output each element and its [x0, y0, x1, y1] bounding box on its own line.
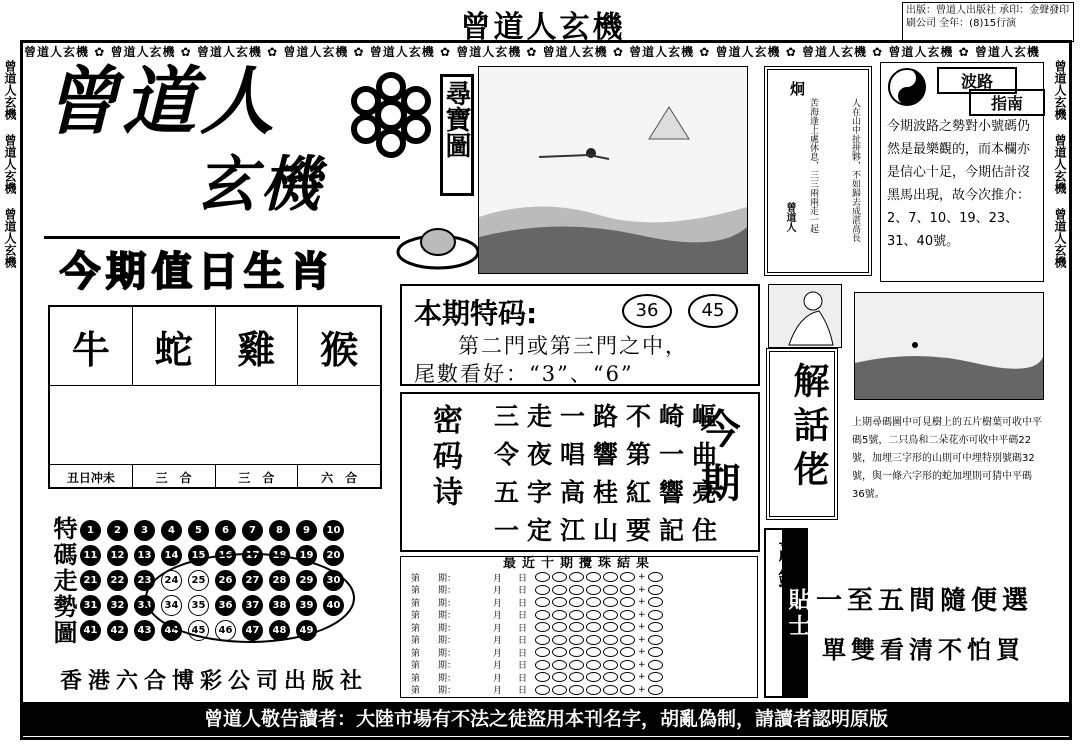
monkey-cell: 猴	[320, 326, 359, 372]
trend-ball: 5	[188, 520, 209, 541]
result-slot	[648, 572, 663, 582]
result-slot	[620, 597, 635, 607]
result-slot	[603, 685, 618, 695]
result-slot	[620, 672, 635, 682]
row-label: 第 期：	[411, 573, 457, 584]
result-slot	[586, 572, 601, 582]
brand-line2: 玄機	[196, 150, 324, 220]
trend-ball: 31	[80, 595, 101, 616]
footer-publisher: 香港六合博彩公司出版社	[60, 668, 369, 694]
day-label: 日	[518, 661, 528, 672]
result-slot	[620, 635, 635, 645]
result-row	[411, 659, 757, 672]
explain-label-box	[766, 348, 838, 520]
trend-ball: 47	[242, 620, 263, 641]
result-slot	[620, 572, 635, 582]
win-tip-line-2: 單雙看清不怕買	[822, 635, 1025, 664]
brand-line1: 曾道人	[44, 59, 278, 145]
trend-ball: 38	[269, 595, 290, 616]
trend-ball: 11	[80, 545, 101, 566]
publisher-box: 出版：曾道人出版社 承印：金聲發印刷公司 全年：(8)15行演	[902, 2, 1074, 42]
row-label: 第 期：	[411, 636, 457, 647]
win-tip-right: 貼士	[785, 588, 810, 640]
result-slot	[648, 672, 663, 682]
result-slot	[620, 610, 635, 620]
trend-ball: 41	[80, 620, 101, 641]
result-slot	[569, 635, 584, 645]
trend-ball: 17	[242, 545, 263, 566]
trend-ball: 43	[134, 620, 155, 641]
day-label: 日	[518, 686, 528, 697]
result-slot	[569, 597, 584, 607]
result-slot	[535, 672, 550, 682]
period-label: 今期	[694, 408, 740, 516]
result-row	[411, 646, 757, 659]
special-line-2: 尾數看好：“3”、“6”	[414, 362, 634, 386]
trend-ball: 49	[296, 620, 317, 641]
result-slot	[569, 572, 584, 582]
result-slot	[603, 672, 618, 682]
border-top-strip: 曾道人玄機 ✿ 曾道人玄機 ✿ 曾道人玄機 ✿ 曾道人玄機 ✿ 曾道人玄機 ✿ 曾道人玄機 ✿ 曾道人玄機 ✿ 曾道人玄機 ✿ 曾道人玄機 ✿ 曾道人玄機 ✿ 曾道人玄機 ✿ 曾道人玄機	[24, 45, 1040, 57]
trend-ball: 24	[161, 570, 182, 591]
result-slot	[586, 685, 601, 695]
plus-sign: +	[638, 634, 646, 645]
result-slot	[586, 635, 601, 645]
trend-ball: 32	[107, 595, 128, 616]
result-slot	[569, 672, 584, 682]
result-slot	[552, 672, 567, 682]
zodiac-label-2: 三 合	[133, 465, 216, 489]
trend-ball: 26	[215, 570, 236, 591]
poem-title: 炯	[790, 80, 806, 98]
result-slot	[569, 622, 584, 632]
row-label: 第 期：	[411, 598, 457, 609]
result-slot	[586, 610, 601, 620]
trend-ball: 21	[80, 570, 101, 591]
result-slot	[586, 622, 601, 632]
rooster-cell: 雞	[216, 307, 299, 385]
trend-ball: 18	[269, 545, 290, 566]
result-slot	[603, 647, 618, 657]
result-row	[411, 584, 757, 597]
trend-ball: 2	[107, 520, 128, 541]
row-label: 第 期：	[411, 686, 457, 697]
trend-ball: 37	[242, 595, 263, 616]
win-tip-line-1: 一至五間隨便選	[816, 586, 1034, 616]
month-label: 月	[493, 598, 503, 609]
zodiac-label-4: 六 合	[321, 470, 358, 485]
trend-ball: 6	[215, 520, 236, 541]
results-title: 最近十期攪珠結果	[502, 556, 655, 571]
result-slot	[586, 597, 601, 607]
poem-verse: 人在山中扯拼夥，不如歸去成湛高長	[850, 98, 860, 242]
result-slot	[620, 647, 635, 657]
wave-text: 今期波路之勢對小號碼仍然是最樂觀的，而本欄亦是信心十足，今期估計沒黑馬出現，故今次推介：2、7、10、19、23、31、40號。	[887, 119, 1031, 249]
treasure-picture	[478, 66, 748, 274]
zodiac-title: 今期值日生肖	[60, 249, 336, 295]
wave-title-1: 波路	[937, 67, 1017, 94]
trend-ball: 16	[215, 545, 236, 566]
secret-poem-panel	[400, 392, 760, 552]
result-slot	[535, 622, 550, 632]
result-slot	[552, 647, 567, 657]
plus-sign: +	[638, 672, 646, 683]
trend-ball: 45	[188, 620, 209, 641]
result-slot	[569, 610, 584, 620]
result-slot	[586, 672, 601, 682]
results-rows	[401, 571, 757, 696]
border-right-strip: 曾道人玄機 曾道人玄機 曾道人玄機	[1053, 60, 1067, 268]
result-slot	[620, 622, 635, 632]
brand-logo	[346, 70, 436, 160]
plus-sign: +	[638, 572, 646, 583]
result-slot	[586, 647, 601, 657]
poem-author: 曾道人	[784, 202, 795, 232]
day-label: 日	[518, 573, 528, 584]
special-number-1: 36	[622, 294, 672, 328]
result-row	[411, 634, 757, 647]
plus-sign: +	[638, 597, 646, 608]
row-label: 第 期：	[411, 648, 457, 659]
month-label: 月	[493, 586, 503, 597]
result-slot	[552, 660, 567, 670]
snake-cell: 蛇	[133, 307, 216, 385]
day-label: 日	[518, 611, 528, 622]
day-label: 日	[518, 636, 528, 647]
secret-poem-label: 密码诗	[427, 404, 462, 512]
trend-ball: 27	[242, 570, 263, 591]
trend-ball: 8	[269, 520, 290, 541]
trend-ball: 10	[323, 520, 344, 541]
month-label: 月	[493, 636, 503, 647]
result-slot	[552, 610, 567, 620]
day-label: 日	[518, 598, 528, 609]
row-label: 第 期：	[411, 673, 457, 684]
month-label: 月	[493, 673, 503, 684]
result-slot	[648, 585, 663, 595]
trend-ball: 34	[161, 595, 182, 616]
result-slot	[603, 635, 618, 645]
result-slot	[535, 635, 550, 645]
trend-ball: 23	[134, 570, 155, 591]
trend-ball: 35	[188, 595, 209, 616]
result-slot	[552, 622, 567, 632]
result-slot	[648, 685, 663, 695]
result-slot	[552, 685, 567, 695]
plus-sign: +	[638, 647, 646, 658]
result-slot	[535, 597, 550, 607]
result-slot	[535, 572, 550, 582]
trend-ball: 7	[242, 520, 263, 541]
border-left-strip: 曾道人玄機 曾道人玄機 曾道人玄機	[3, 60, 17, 268]
trend-ball: 14	[161, 545, 182, 566]
row-label: 第 期：	[411, 623, 457, 634]
trend-ball: 22	[107, 570, 128, 591]
result-slot	[648, 622, 663, 632]
result-slot	[535, 647, 550, 657]
result-slot	[603, 585, 618, 595]
result-row	[411, 596, 757, 609]
plus-sign: +	[638, 584, 646, 595]
row-label: 第 期：	[411, 586, 457, 597]
month-label: 月	[493, 573, 503, 584]
zodiac-label-1: 丑日冲未	[50, 465, 133, 489]
ox-cell: 牛	[50, 307, 133, 385]
explain-text: 上期尋碼圖中可見樹上的五片樹葉可收中平碼5號，二只鳥和二朵花亦可收中平碼22號，加埋三字形的山則可中埋特別號碼32號，與一條六字形的蛇加埋則可猜中平碼36號。	[852, 417, 1042, 500]
win-tip-label-right	[782, 528, 808, 698]
poem-verse-2: 苦海逢上處休息，三三兩兩走一起	[808, 98, 818, 233]
poem-line-2: 令夜唱響第一曲	[494, 440, 726, 469]
zodiac-label-3: 三 合	[216, 465, 299, 489]
coin-cluster-icon	[346, 70, 436, 160]
month-label: 月	[493, 623, 503, 634]
special-code-title: 本期特码:	[414, 297, 538, 330]
trend-label: 特碼走勢圖	[49, 516, 77, 646]
trend-ball: 25	[188, 570, 209, 591]
plus-sign: +	[638, 659, 646, 670]
trend-ball: 33	[134, 595, 155, 616]
trend-ball: 13	[134, 545, 155, 566]
result-row	[411, 684, 757, 697]
trend-ball: 42	[107, 620, 128, 641]
result-slot	[569, 685, 584, 695]
result-slot	[586, 660, 601, 670]
trend-ball: 28	[269, 570, 290, 591]
trend-ball: 9	[296, 520, 317, 541]
zodiac-table	[48, 305, 382, 489]
result-slot	[620, 685, 635, 695]
result-slot	[648, 635, 663, 645]
result-slot	[552, 572, 567, 582]
result-slot	[620, 585, 635, 595]
month-label: 月	[493, 648, 503, 659]
plus-sign: +	[638, 609, 646, 620]
month-label: 月	[493, 661, 503, 672]
plus-sign: +	[638, 622, 646, 633]
result-slot	[648, 660, 663, 670]
result-row	[411, 621, 757, 634]
result-slot	[569, 647, 584, 657]
result-slot	[603, 572, 618, 582]
row-label: 第 期：	[411, 661, 457, 672]
result-slot	[535, 610, 550, 620]
result-slot	[535, 660, 550, 670]
result-slot	[603, 660, 618, 670]
result-slot	[569, 660, 584, 670]
trend-ball: 19	[296, 545, 317, 566]
special-code-panel	[400, 284, 760, 386]
result-slot	[552, 585, 567, 595]
trend-ball: 4	[161, 520, 182, 541]
trend-ball: 12	[107, 545, 128, 566]
day-label: 日	[518, 673, 528, 684]
trend-ball: 36	[215, 595, 236, 616]
trend-ball: 40	[323, 595, 344, 616]
trend-ellipse	[140, 540, 360, 650]
result-slot	[552, 597, 567, 607]
trend-ball: 29	[296, 570, 317, 591]
trend-ball: 39	[296, 595, 317, 616]
poem-line-3: 五字高桂紅響亮	[494, 478, 726, 507]
seek-label: 尋寶圖	[440, 74, 474, 196]
day-label: 日	[518, 586, 528, 597]
result-slot	[603, 622, 618, 632]
result-row	[411, 609, 757, 622]
result-slot	[535, 585, 550, 595]
trend-ball: 3	[134, 520, 155, 541]
result-row	[411, 671, 757, 684]
month-label: 月	[493, 611, 503, 622]
recent-results	[400, 556, 758, 698]
month-label: 月	[493, 686, 503, 697]
result-slot	[648, 597, 663, 607]
trend-ball: 1	[80, 520, 101, 541]
result-row	[411, 571, 757, 584]
special-number-2: 45	[688, 294, 738, 328]
explain-label: 解話佬	[788, 362, 830, 494]
trend-ball: 48	[269, 620, 290, 641]
result-slot	[648, 610, 663, 620]
day-label: 日	[518, 623, 528, 634]
trend-ball: 15	[188, 545, 209, 566]
result-slot	[648, 647, 663, 657]
result-slot	[603, 597, 618, 607]
wave-guide	[880, 62, 1044, 282]
wave-title-2: 指南	[969, 89, 1045, 116]
trend-ball: 20	[323, 545, 344, 566]
result-slot	[603, 610, 618, 620]
sage-portrait	[768, 284, 842, 348]
title-rule	[44, 236, 400, 239]
trend-ball: 46	[215, 620, 236, 641]
result-slot	[586, 585, 601, 595]
trend-ball: 30	[323, 570, 344, 591]
day-label: 日	[518, 648, 528, 659]
result-slot	[535, 685, 550, 695]
explain-picture	[854, 292, 1044, 400]
poem-panel	[764, 66, 872, 276]
result-slot	[569, 585, 584, 595]
gold-ingot-icon	[396, 222, 480, 274]
yin-yang-icon	[887, 67, 927, 111]
row-label: 第 期：	[411, 611, 457, 622]
result-slot	[552, 635, 567, 645]
trend-ball: 44	[161, 620, 182, 641]
footer-notice: 曾道人敬告讀者：大陸市場有不法之徒盜用本刊名字，胡亂偽制，請讀者認明原版	[22, 702, 1070, 736]
poem-line-4: 一定江山要記住	[494, 516, 726, 545]
top-title: 曾道人玄機	[460, 10, 626, 45]
poem-line-1: 三走一路不崎嶇	[494, 402, 726, 431]
special-line-1: 第二門或第三門之中，	[458, 334, 688, 358]
plus-sign: +	[638, 684, 646, 695]
result-slot	[620, 660, 635, 670]
